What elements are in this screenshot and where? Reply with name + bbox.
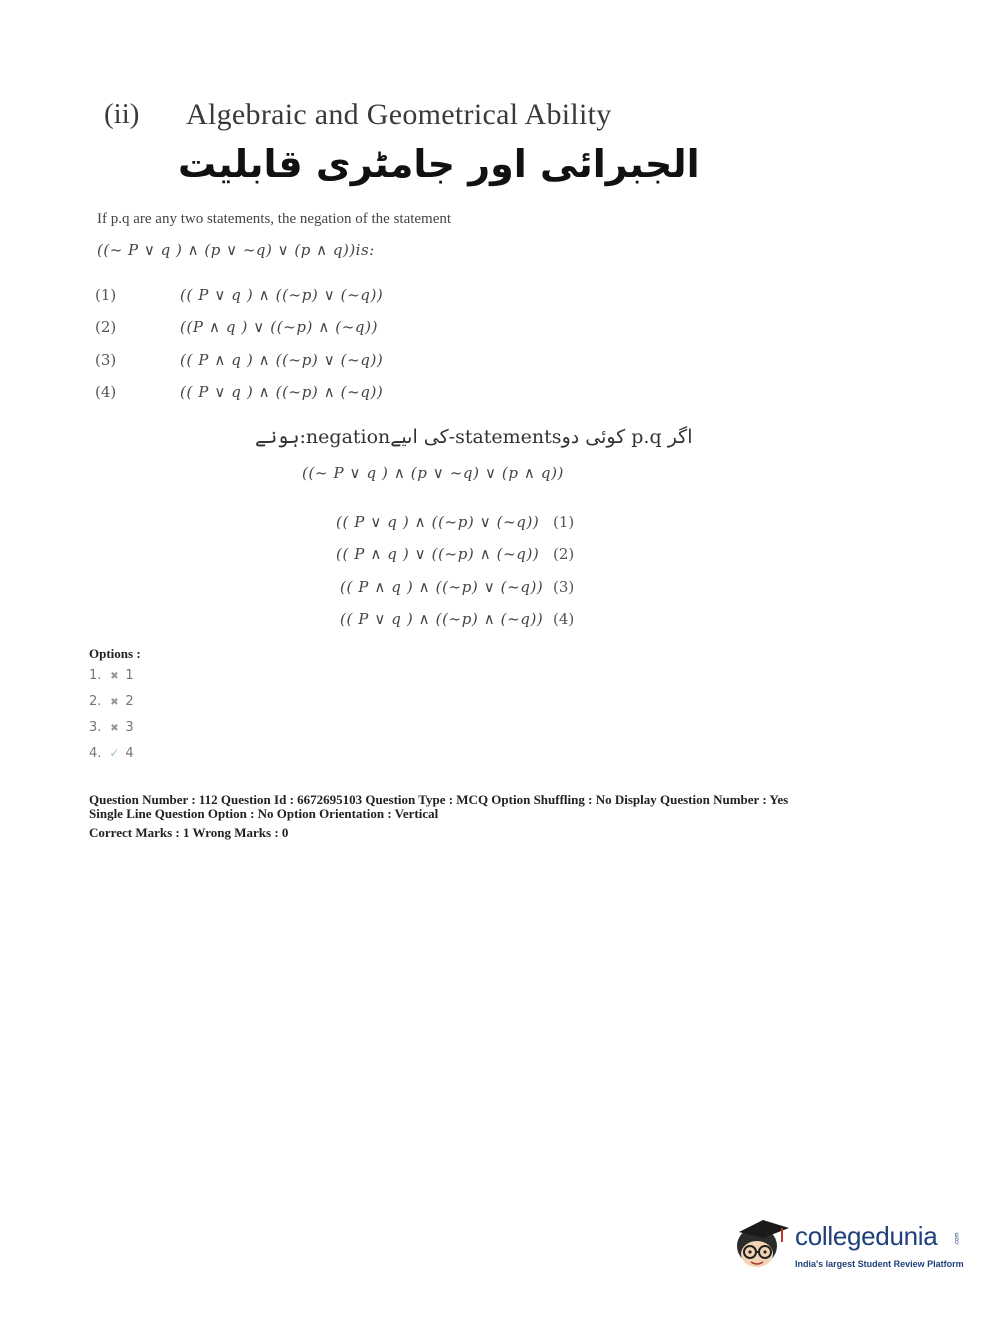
logo-tagline: India's largest Student Review Platform (795, 1259, 964, 1269)
option-expression: (( P ∨ q ) ∧ ((~p) ∨ (~q)) (180, 286, 384, 304)
question-expression-urdu: ((~ P ∨ q ) ∧ (p ∨ ~q) ∨ (p ∧ q)) (302, 464, 564, 482)
collegedunia-logo (733, 1208, 963, 1278)
option-number-urdu: (3) (553, 578, 575, 596)
answer-value: 1 (125, 668, 134, 683)
option-number: (3) (95, 351, 117, 369)
option-expression: ((P ∧ q ) ∨ ((~p) ∧ (~q)) (180, 318, 379, 336)
cross-icon: ✖ (110, 671, 119, 682)
section-title: Algebraic and Geometrical Ability (186, 98, 612, 131)
marks-line: Correct Marks : 1 Wrong Marks : 0 (89, 825, 289, 840)
section-number: (ii) (104, 98, 140, 130)
option-expression-urdu: (( P ∨ q ) ∧ ((~p) ∧ (~q)) (340, 610, 544, 628)
options-label: Options : (89, 646, 141, 661)
answer-option (89, 694, 134, 709)
answer-option (89, 720, 134, 735)
option-number: (2) (95, 318, 117, 336)
option-number-urdu: (1) (553, 513, 575, 531)
option-expression-urdu: (( P ∨ q ) ∧ ((~p) ∨ (~q)) (336, 513, 540, 531)
mascot-icon (733, 1208, 793, 1278)
question-stem-urdu: ہونے:negationکی اںیے-statementsکوئی دو p.q اگر (255, 426, 693, 448)
answer-index: 1. (89, 668, 102, 683)
option-expression-urdu: (( P ∧ q ) ∨ ((~p) ∧ (~q)) (336, 545, 540, 563)
cross-icon: ✖ (110, 723, 119, 734)
answer-value: 3 (125, 720, 134, 735)
check-icon: ✓ (109, 746, 120, 760)
question-stem: If p.q are any two statements, the negation of the statement (97, 211, 452, 227)
section-title-urdu: الجبرائی اور جامٹری قابلیت (178, 142, 700, 186)
answer-index: 4. (89, 746, 102, 761)
question-meta-line: Question Number : 112 Question Id : 6672695103 Question Type : MCQ Option Shuffling : No Display Question Number : Yes (89, 792, 789, 807)
answer-index: 3. (89, 720, 102, 735)
logo-com: .com (954, 1232, 961, 1246)
answer-option-correct (89, 746, 134, 761)
answer-value: 4 (125, 746, 134, 761)
option-number: (1) (95, 286, 117, 304)
option-number: (4) (95, 383, 117, 401)
question-meta-line: Single Line Question Option : No Option Orientation : Vertical (89, 806, 439, 821)
answer-option (89, 668, 134, 683)
answer-index: 2. (89, 694, 102, 709)
option-number-urdu: (2) (553, 545, 575, 563)
option-expression: (( P ∧ q ) ∧ ((~p) ∨ (~q)) (180, 351, 384, 369)
option-number-urdu: (4) (553, 610, 575, 628)
answer-value: 2 (125, 694, 134, 709)
option-expression-urdu: (( P ∧ q ) ∧ ((~p) ∨ (~q)) (340, 578, 544, 596)
logo-wordmark: collegedunia (795, 1221, 938, 1251)
cross-icon: ✖ (110, 697, 119, 708)
question-expression: ((~ P ∨ q ) ∧ (p ∨ ~q) ∨ (p ∧ q))is: (97, 241, 375, 259)
option-expression: (( P ∨ q ) ∧ ((~p) ∧ (~q)) (180, 383, 384, 401)
